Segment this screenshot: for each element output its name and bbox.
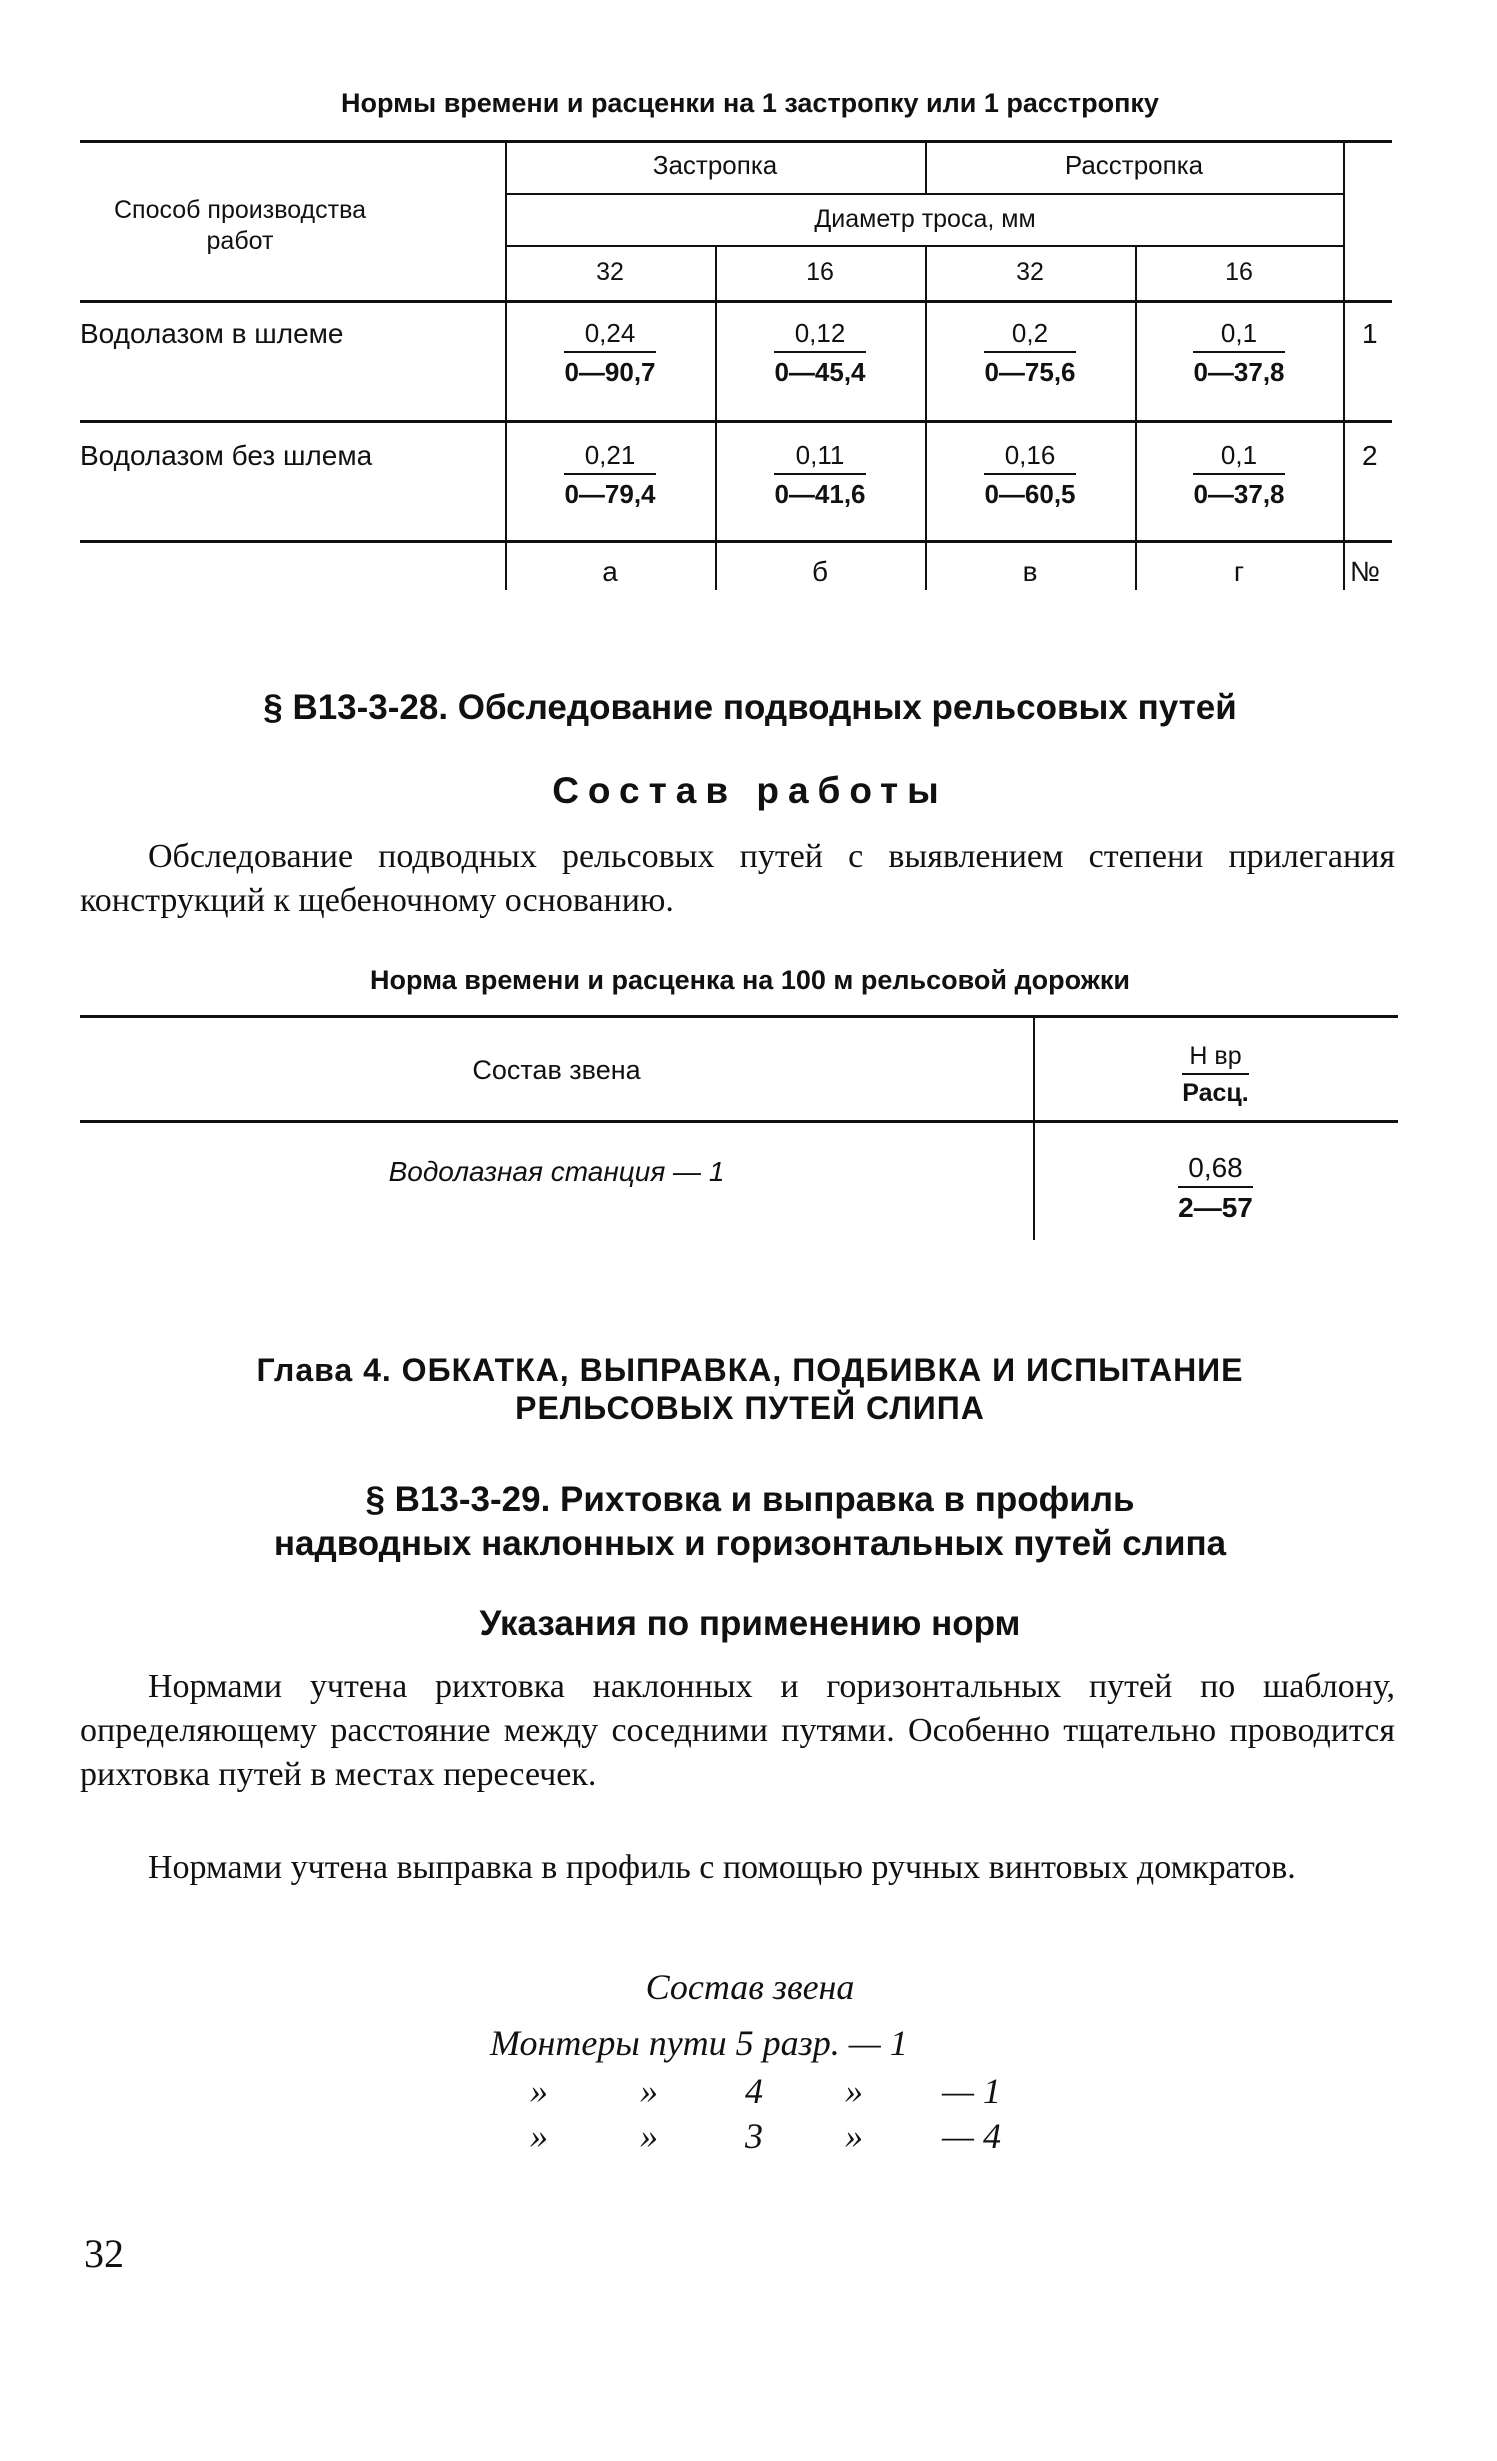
page-number: 32: [84, 2231, 124, 2276]
table2-composition-header: Состав звена: [472, 1055, 641, 1085]
table1-header-bottom-rule: [80, 300, 1392, 303]
table1-vline-3b: [925, 245, 927, 590]
table1-letter-v: в: [1022, 556, 1038, 587]
table1-row1-cell2: $\frac{0,12}{0—45,4}$: [774, 318, 866, 387]
table1-method-header: Способ производства работ: [113, 196, 366, 255]
table1-row1-num: 1: [1362, 318, 1378, 349]
crew-line-1: Монтеры пути 5 разр. — 1: [490, 2023, 908, 2063]
crew-title: Состав звена: [645, 1967, 855, 2007]
table1-row2-cell3: $\frac{0,16}{0—60,5}$: [984, 440, 1076, 509]
chapter4-line1: Глава 4. ОБКАТКА, ВЫПРАВКА, ПОДБИВКА И ИСПЫТАНИЕ: [256, 1352, 1244, 1388]
chapter4-line2: РЕЛЬСОВЫХ ПУТЕЙ СЛИПА: [515, 1390, 985, 1426]
table2-row-value: $\frac{0,68}{2—57}$: [1178, 1152, 1253, 1223]
table1-vline-4: [1135, 245, 1137, 590]
table1-diam-2: 16: [806, 258, 834, 286]
table1-top-rule: [80, 140, 1392, 143]
section29-para2: Нормами учтена выправка в профиль с помощью ручных винтовых домкратов.: [148, 1849, 1296, 1886]
section28-subheading: Состав работы: [552, 770, 948, 811]
table1-row2-num: 2: [1362, 440, 1378, 471]
table1-row2-cell1: $\frac{0,21}{0—79,4}$: [564, 440, 656, 509]
table1-diam-4: 16: [1225, 258, 1253, 286]
table1-row1-cell1: $\frac{0,24}{0—90,7}$: [564, 318, 656, 387]
section29-para1: Нормами учтена рихтовка наклонных и горизонтальных путей по шаблону, определяющему расстояние между соседними путями. Особенно тщательно проводится рихтовка путей в местах пересечек.: [80, 1668, 1395, 1793]
section29-heading-line1: § В13-3-29. Рихтовка и выправка в профиль: [365, 1480, 1135, 1519]
table1-letter-b: б: [811, 556, 829, 587]
table1-diam-3: 32: [1016, 258, 1044, 286]
table1-row-rule: [80, 420, 1392, 423]
section28-body: Обследование подводных рельсовых путей с выявлением степени прилегания конструкций к щебеночному основанию.: [80, 838, 1395, 919]
table1-diam-1: 32: [596, 258, 624, 286]
table1-row1-label: Водолазом в шлеме: [80, 318, 344, 349]
table1-row1-cell3: $\frac{0,2}{0—75,6}$: [984, 318, 1076, 387]
table1-row1-cell4: $\frac{0,1}{0—37,8}$: [1193, 318, 1285, 387]
section28-heading: § В13-3-28. Обследование подводных рельсовых путей: [263, 688, 1237, 727]
table1-diameter-label: Диаметр троса, мм: [814, 205, 1036, 233]
table1-row2-cell4: $\frac{0,1}{0—37,8}$: [1193, 440, 1285, 509]
section29-heading-line2: надводных наклонных и горизонтальных путей слипа: [273, 1524, 1227, 1563]
table1-group-zastropka: Застропка: [652, 150, 778, 180]
table2-norm-header: $\frac{\text{Н вр}}{\text{Расц.}}$: [1182, 1042, 1249, 1107]
table1-vline-2: [715, 245, 717, 590]
table2-top-rule: [80, 1015, 1398, 1018]
table1-row2-label: Водолазом без шлема: [80, 440, 373, 471]
table1-row2-cell2: $\frac{0,11}{0—41,6}$: [774, 440, 866, 509]
table1-num-label: №: [1350, 556, 1381, 587]
table1-letter-a: а: [602, 556, 618, 587]
section29-subheading: Указания по применению норм: [479, 1604, 1021, 1643]
table2-header-rule: [80, 1120, 1398, 1123]
table2-row-label: Водолазная станция — 1: [388, 1156, 725, 1187]
table1-title: Нормы времени и расценки на 1 застропку или 1 расстропку: [341, 88, 1159, 118]
table1-bottom-rule: [80, 540, 1392, 543]
table1-letter-g: г: [1233, 556, 1245, 587]
table1-group-rasstropka: Расстропка: [1064, 150, 1204, 180]
table2-title: Норма времени и расценка на 100 м рельсовой дорожки: [370, 965, 1130, 995]
